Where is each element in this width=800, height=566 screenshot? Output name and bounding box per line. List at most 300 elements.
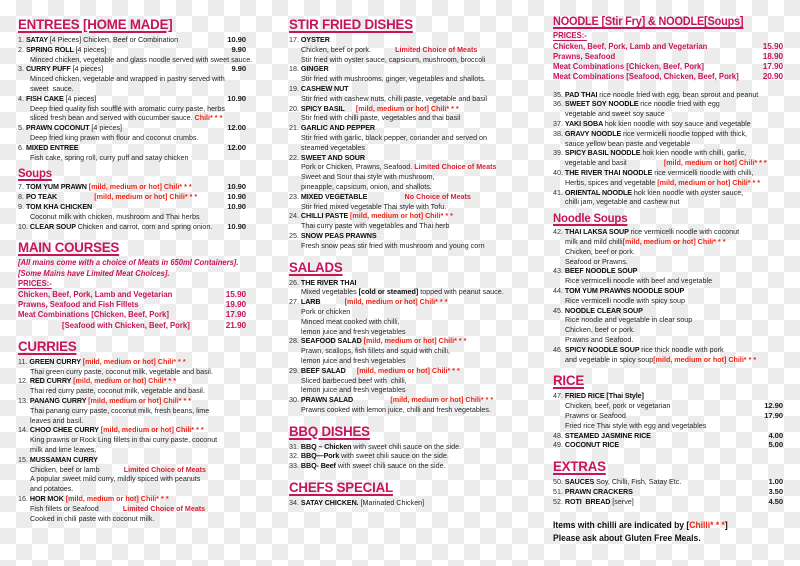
line-text xyxy=(301,182,432,192)
menu-column-left xyxy=(18,14,253,523)
line-text xyxy=(301,385,406,395)
item-description: Stir fried with mushrooms, ginger, vegetables and shallots. xyxy=(301,74,486,84)
menu-line xyxy=(18,84,246,94)
item-number: 19. xyxy=(289,83,301,93)
item-description: vegetable and basil xyxy=(565,158,627,168)
line-text xyxy=(18,289,172,299)
item-number: 26. xyxy=(289,277,301,287)
item-description: sauce yellow bean paste and vegetable xyxy=(565,138,691,148)
spice-level-note: [mild, medium or hot] Chili* * * xyxy=(663,158,767,168)
line-text xyxy=(30,406,209,416)
line-text xyxy=(18,64,103,74)
line-text xyxy=(553,477,681,487)
menu-line xyxy=(18,504,246,514)
item-number: 3. xyxy=(18,64,26,74)
spice-level-note: [mild, medium or hot] Chili* * * xyxy=(94,192,198,202)
menu-line xyxy=(553,188,783,198)
line-text xyxy=(553,306,643,316)
item-description: hok kien noodle with chilli, garlic, xyxy=(642,148,747,158)
line-text xyxy=(301,241,485,251)
line-text xyxy=(30,474,200,484)
item-description: Stir fried with garlic, black pepper, coriander and served on xyxy=(301,132,487,142)
menu-line xyxy=(18,143,246,153)
line-text xyxy=(289,278,356,288)
line-text xyxy=(289,451,449,461)
line-text xyxy=(565,139,690,149)
item-number: 42. xyxy=(553,227,565,237)
item-name: PANANG CURRY xyxy=(29,395,89,405)
item-number: 20. xyxy=(289,103,301,113)
item-description: topped with peanut sauce. xyxy=(418,287,504,297)
item-number: 33. xyxy=(289,461,301,471)
item-name: OYSTER xyxy=(300,35,330,44)
spice-level-note: [mild, medium or hot] Chili* * * xyxy=(73,376,176,386)
item-name: COCONUT RICE xyxy=(564,440,620,450)
item-name: TOM YUM PRAWNS NOODLE SOUP xyxy=(564,285,685,295)
menu-line xyxy=(289,143,539,153)
menu-line xyxy=(289,366,539,376)
menu-line xyxy=(18,289,246,299)
line-text xyxy=(565,411,626,421)
line-text xyxy=(553,345,724,355)
menu-line xyxy=(18,514,246,524)
menu-line xyxy=(553,257,783,267)
menu-line xyxy=(553,51,783,61)
line-text xyxy=(18,258,239,268)
line-text xyxy=(301,113,460,123)
section-title: ENTREES [HOME MADE] xyxy=(18,16,173,32)
item-description: Chicken and carrot, corn and spring onion. xyxy=(77,221,213,231)
menu-line xyxy=(553,119,783,129)
menu-line xyxy=(289,84,539,94)
line-text xyxy=(30,84,74,94)
item-number: 39. xyxy=(553,148,565,158)
item-name: GRAVY NOODLE xyxy=(564,128,624,138)
line-text xyxy=(301,356,406,366)
menu-line xyxy=(553,401,783,411)
item-number: 13. xyxy=(18,395,30,405)
item-description: vegetable and sweet soy sauce xyxy=(565,109,665,119)
line-text xyxy=(565,401,670,411)
menu-line xyxy=(289,172,539,182)
item-description: Stir fried with cashew nuts, chilli paste, vegetable and basil xyxy=(301,93,487,103)
item-description: Thai green curry paste, coconut milk, vegetable and basil. xyxy=(30,366,213,376)
item-number: 24. xyxy=(289,211,301,221)
item-description: lemon juice and fresh vegetables xyxy=(301,355,406,365)
line-text xyxy=(30,445,96,455)
item-description: Seafood or Prawns. xyxy=(565,256,628,266)
line-text xyxy=(18,123,122,133)
menu-line xyxy=(553,71,783,81)
menu-line xyxy=(553,487,783,497)
line-text xyxy=(289,123,375,133)
menu-line xyxy=(289,385,539,395)
spice-level-note: [mild, medium or hot] Chili* * * xyxy=(344,297,448,307)
menu-line xyxy=(289,231,539,241)
item-name: CURRY PUFF xyxy=(25,64,73,74)
item-name: THE RIVER THAI NOODLE xyxy=(564,167,655,177)
menu-line xyxy=(553,306,783,316)
menu-line xyxy=(18,222,246,232)
item-description: and potatoes. xyxy=(30,484,74,494)
menu-line xyxy=(18,153,246,163)
line-text xyxy=(553,148,746,158)
footer-text: Items with chilli are indicated by [ xyxy=(553,519,690,530)
price-category: Prawns, Seafood and Fish Fillets xyxy=(18,299,139,310)
line-text xyxy=(18,455,98,465)
item-number: 12. xyxy=(18,376,30,386)
item-name: LARB xyxy=(300,297,321,307)
line-text xyxy=(30,74,225,84)
item-number: 46. xyxy=(553,344,565,354)
menu-line xyxy=(553,335,783,345)
menu-line xyxy=(18,269,246,279)
line-text xyxy=(18,221,213,232)
line-text xyxy=(553,227,739,237)
menu-line xyxy=(553,139,783,149)
item-description: Chicken, beef or pork. xyxy=(565,246,635,256)
menu-line xyxy=(553,325,783,335)
item-name: PO TEAK xyxy=(25,192,58,202)
item-name: HOR MOK xyxy=(29,493,66,503)
item-description: Herbs, spices and vegetable xyxy=(565,177,658,187)
spice-level-note: Chili* * * xyxy=(194,113,223,123)
item-description: [4 pieces] xyxy=(72,64,104,74)
line-text xyxy=(553,51,615,61)
line-text xyxy=(18,425,204,435)
item-name: BBQ- Beef xyxy=(300,461,336,471)
price-value: 10.90 xyxy=(227,182,246,192)
menu-line xyxy=(18,309,246,319)
item-number: 6. xyxy=(18,142,26,152)
item-description: Minced chicken, vegetable and wrapped in pastry served with xyxy=(30,74,225,84)
item-number: 52. xyxy=(553,496,565,506)
menu-line xyxy=(18,104,246,114)
price-value: 20.90 xyxy=(762,71,783,82)
item-name: PRAWN SALAD xyxy=(300,395,354,405)
item-description: hok kien noodle with oyster sauce, xyxy=(633,187,744,197)
price-value: 5.00 xyxy=(768,440,783,450)
line-text xyxy=(553,31,587,41)
price-value: 17.90 xyxy=(762,61,783,72)
item-description: [Marinated Chicken] xyxy=(358,498,425,508)
price-value: 4.00 xyxy=(768,430,783,440)
item-name: BEEF NOODLE SOUP xyxy=(564,266,638,276)
item-number: 9. xyxy=(18,201,26,211)
item-description: Chicken, beef, pork or vegetarian xyxy=(565,401,671,411)
item-description: Pork or chicken xyxy=(301,306,351,316)
item-description: A popular sweet mild curry, mildly spiced with peanuts xyxy=(30,474,201,484)
item-description: King prawns or Rock Ling fillets in thai curry paste, coconut xyxy=(30,435,218,445)
item-description: Chicken, beef or pork. xyxy=(565,325,635,335)
item-number: 28. xyxy=(289,336,301,346)
item-number: 21. xyxy=(289,123,301,133)
menu-line xyxy=(289,395,539,405)
line-text xyxy=(289,35,330,45)
section-title: CURRIES xyxy=(18,337,77,354)
line-text xyxy=(565,421,706,431)
menu-line xyxy=(289,221,539,231)
item-description: with sweet chili sauce on the side. xyxy=(335,461,446,471)
line-text xyxy=(553,391,644,401)
menu-line xyxy=(553,519,783,533)
price-category: Meat Combinations [Seafood, Chicken, Beef, Pork] xyxy=(553,71,739,82)
spice-level-note: [mild, medium or hot] Chili* * * xyxy=(356,365,460,375)
item-name: PAD THAI xyxy=(564,89,600,99)
line-text xyxy=(289,395,493,405)
line-text xyxy=(553,497,634,507)
item-description: Deep fried quality fish soufflé with aromatic curry paste, herbs xyxy=(30,103,225,113)
item-name: SPRING ROLL xyxy=(25,44,76,54)
menu-line xyxy=(18,258,246,268)
item-number: 49. xyxy=(553,440,565,450)
price-category: Chicken, Beef, Pork, Lamb and Vegetarian xyxy=(553,40,708,51)
line-text xyxy=(30,54,253,65)
menu-line xyxy=(289,307,539,317)
item-number: 29. xyxy=(289,365,301,375)
line-text xyxy=(30,435,217,445)
item-description: rice noodle fried with egg xyxy=(640,99,720,109)
item-description: chilli jam, vegetable and cashew nut xyxy=(565,197,680,207)
line-text xyxy=(18,45,106,55)
menu-line xyxy=(289,104,539,114)
menu-line xyxy=(18,113,246,123)
menu-line xyxy=(289,133,539,143)
spice-level-note: [mild, medium or hot] Chili* * * xyxy=(622,236,726,246)
menu-line xyxy=(18,376,246,386)
line-text xyxy=(565,325,635,335)
menu-line xyxy=(553,345,783,355)
item-number: 23. xyxy=(289,191,301,201)
meat-choice-note: Limited Choice of Meats xyxy=(123,464,206,474)
item-name: CLEAR SOUP xyxy=(29,221,78,231)
menu-line xyxy=(553,421,783,431)
price-value: 10.90 xyxy=(227,192,246,202)
menu-line xyxy=(553,391,783,401)
section-title: MAIN COURSES xyxy=(18,239,120,256)
price-category: Prawns, Seafood xyxy=(553,51,616,61)
item-description: milk and lime leaves. xyxy=(30,444,97,454)
menu-line xyxy=(18,465,246,475)
item-name: ORIENTAL NOODLE xyxy=(564,187,634,197)
item-number: 44. xyxy=(553,285,565,295)
item-description: rice vermicelli noodle with coconut xyxy=(630,227,740,237)
line-text xyxy=(301,172,435,182)
item-name: SNOW PEAS PRAWNS xyxy=(300,230,377,240)
item-name: CHILLI PASTE xyxy=(300,211,351,221)
item-name: SEAFOOD SALAD xyxy=(300,336,364,346)
meat-choice-note: No Choice of Meats xyxy=(404,191,471,201)
line-text xyxy=(301,133,487,143)
price-value: 12.00 xyxy=(227,123,246,133)
item-name: PRAWN COCONUT xyxy=(25,123,92,133)
line-text xyxy=(289,231,377,241)
item-description: Minced meat cooked with chilli, xyxy=(301,316,400,326)
line-text xyxy=(18,357,186,367)
serving-style-note: [cold or steamed] xyxy=(358,287,419,297)
item-number: 15. xyxy=(18,454,30,464)
item-name: YAKI SOBA xyxy=(564,119,605,128)
line-text xyxy=(301,307,350,317)
item-description: and vegetable in spicy soup xyxy=(565,354,654,364)
menu-line xyxy=(289,405,539,415)
line-text xyxy=(30,104,225,114)
item-number: 37. xyxy=(553,119,565,128)
item-number: 17. xyxy=(289,35,301,44)
item-description: [serve] xyxy=(612,496,634,506)
prices-label: PRICES:- xyxy=(553,30,587,40)
line-text xyxy=(30,153,188,163)
item-number: 41. xyxy=(553,187,565,197)
menu-line xyxy=(18,35,246,45)
item-description: with sweet chili sauce on the side. xyxy=(339,451,449,461)
menu-line xyxy=(289,442,539,452)
price-value: 10.90 xyxy=(227,93,246,103)
menu-line xyxy=(18,64,246,74)
price-value: 3.50 xyxy=(768,486,783,496)
price-value: 15.90 xyxy=(762,40,783,51)
item-number: 22. xyxy=(289,152,301,162)
menu-line xyxy=(553,296,783,306)
item-name: SATAY xyxy=(25,35,50,44)
item-name: PRAWN CRACKERS xyxy=(564,486,633,496)
item-description: Prawn, scallops, fish fillets and squid with chilli, xyxy=(301,346,451,356)
menu-line xyxy=(289,376,539,386)
line-text xyxy=(301,327,406,337)
item-name: CHOO CHEE CURRY xyxy=(29,425,101,435)
menu-line xyxy=(18,192,246,202)
menu-line xyxy=(18,425,246,435)
menu-line xyxy=(18,202,246,212)
menu-line xyxy=(289,192,539,202)
line-text xyxy=(30,484,73,494)
line-text xyxy=(289,104,459,114)
spice-level-note: [mild, medium or hot] Chili* * * xyxy=(363,336,467,346)
menu-line xyxy=(18,367,246,377)
item-number: 48. xyxy=(553,430,565,440)
item-number: 10. xyxy=(18,221,30,231)
menu-line xyxy=(553,31,783,41)
price-value: 15.90 xyxy=(225,288,246,299)
line-text xyxy=(18,182,192,192)
line-text xyxy=(18,143,78,153)
line-text xyxy=(301,317,400,327)
price-value: 19.90 xyxy=(225,299,246,310)
item-number: 4. xyxy=(18,93,26,103)
item-description: sweet sauce. xyxy=(30,83,74,93)
line-text xyxy=(289,153,365,163)
item-description: Sliced barbecued beef with chilli, xyxy=(301,375,407,385)
line-text xyxy=(553,168,754,178)
section-title: SALADS xyxy=(289,258,343,275)
line-text xyxy=(553,266,637,276)
menu-line xyxy=(289,327,539,337)
line-text xyxy=(565,237,725,247)
menu-line xyxy=(553,168,783,178)
item-number: 51. xyxy=(553,486,565,496)
menu-line xyxy=(553,109,783,119)
menu-line xyxy=(553,178,783,188)
menu-line xyxy=(553,61,783,71)
item-name: THAI LAKSA SOUP xyxy=(564,227,631,237)
menu-line xyxy=(289,55,539,65)
line-text xyxy=(301,74,486,84)
line-text xyxy=(301,143,365,153)
line-text xyxy=(553,519,728,533)
menu-line xyxy=(289,35,539,45)
spice-level-note: [mild, medium or hot] Chili* * * xyxy=(65,493,169,503)
spice-level-note: [mild, medium or hot] Chili* * * xyxy=(100,425,204,435)
menu-line xyxy=(18,494,246,504)
meat-choice-note: Limited Choice of Meats xyxy=(414,162,497,172)
section-title: NOODLE [Stir Fry] & NOODLE[Soups] xyxy=(553,16,744,28)
chilli-indicator: Chilli* * * xyxy=(689,519,725,530)
menu-line xyxy=(553,431,783,441)
menu-line xyxy=(553,477,783,487)
item-name: THE RIVER THAI xyxy=(300,277,357,287)
item-description: lemon juice and fresh vegetables xyxy=(301,385,406,395)
line-text xyxy=(289,211,453,221)
price-value: 12.00 xyxy=(227,142,246,152)
menu-line xyxy=(553,411,783,421)
price-value: 1.00 xyxy=(768,477,783,487)
item-description: sliced fresh bean and served with cucumber sauce. xyxy=(30,113,195,123)
item-description: steamed vegetables xyxy=(301,142,365,152)
line-text xyxy=(565,158,767,168)
footer-text: Please ask about Gluten Free Meals. xyxy=(553,533,701,543)
item-description: Rice noodle and vegetable in clear soup xyxy=(565,315,693,325)
line-text xyxy=(30,133,199,143)
item-description: lemon juice and fresh vegetables xyxy=(301,326,406,336)
line-text xyxy=(18,494,169,504)
line-text xyxy=(30,113,222,123)
menu-line xyxy=(18,455,246,465)
item-description: Thai red curry paste, coconut milk, vegetable and basil. xyxy=(30,386,205,396)
item-number: 36. xyxy=(553,99,565,109)
menu-line xyxy=(553,148,783,158)
section-title: EXTRAS xyxy=(553,458,606,475)
menu-line xyxy=(18,94,246,104)
item-name: SWEET SOY NOODLE xyxy=(564,99,641,109)
line-text xyxy=(301,55,485,65)
price-value: 9.90 xyxy=(231,64,246,74)
section-title: BBQ DISHES xyxy=(289,422,370,439)
line-text xyxy=(301,202,446,212)
item-number: 43. xyxy=(553,266,565,276)
line-text xyxy=(565,257,628,267)
price-value: 9.90 xyxy=(231,44,246,54)
prices-label: PRICES:- xyxy=(18,278,52,289)
item-description: Pork or Chicken, Prawns, Seafood. xyxy=(301,162,415,172)
item-name: MUSSAMAN CURRY xyxy=(29,454,98,464)
menu-line xyxy=(18,416,246,426)
meat-choice-note: Limited Choice of Meats xyxy=(122,503,206,513)
price-value: 12.90 xyxy=(764,401,783,411)
menu-line xyxy=(18,54,253,65)
menu-line xyxy=(18,474,246,484)
line-text xyxy=(553,61,704,71)
item-name: GINGER xyxy=(300,64,329,74)
item-number: 38. xyxy=(553,128,565,138)
item-name: ROTI BREAD xyxy=(564,496,613,506)
line-text xyxy=(553,99,720,109)
menu-line xyxy=(289,278,539,288)
menu-line xyxy=(553,497,783,507)
line-text xyxy=(301,405,491,415)
menu-line xyxy=(553,129,783,139)
line-text xyxy=(62,320,190,330)
menu-line xyxy=(18,299,246,309)
